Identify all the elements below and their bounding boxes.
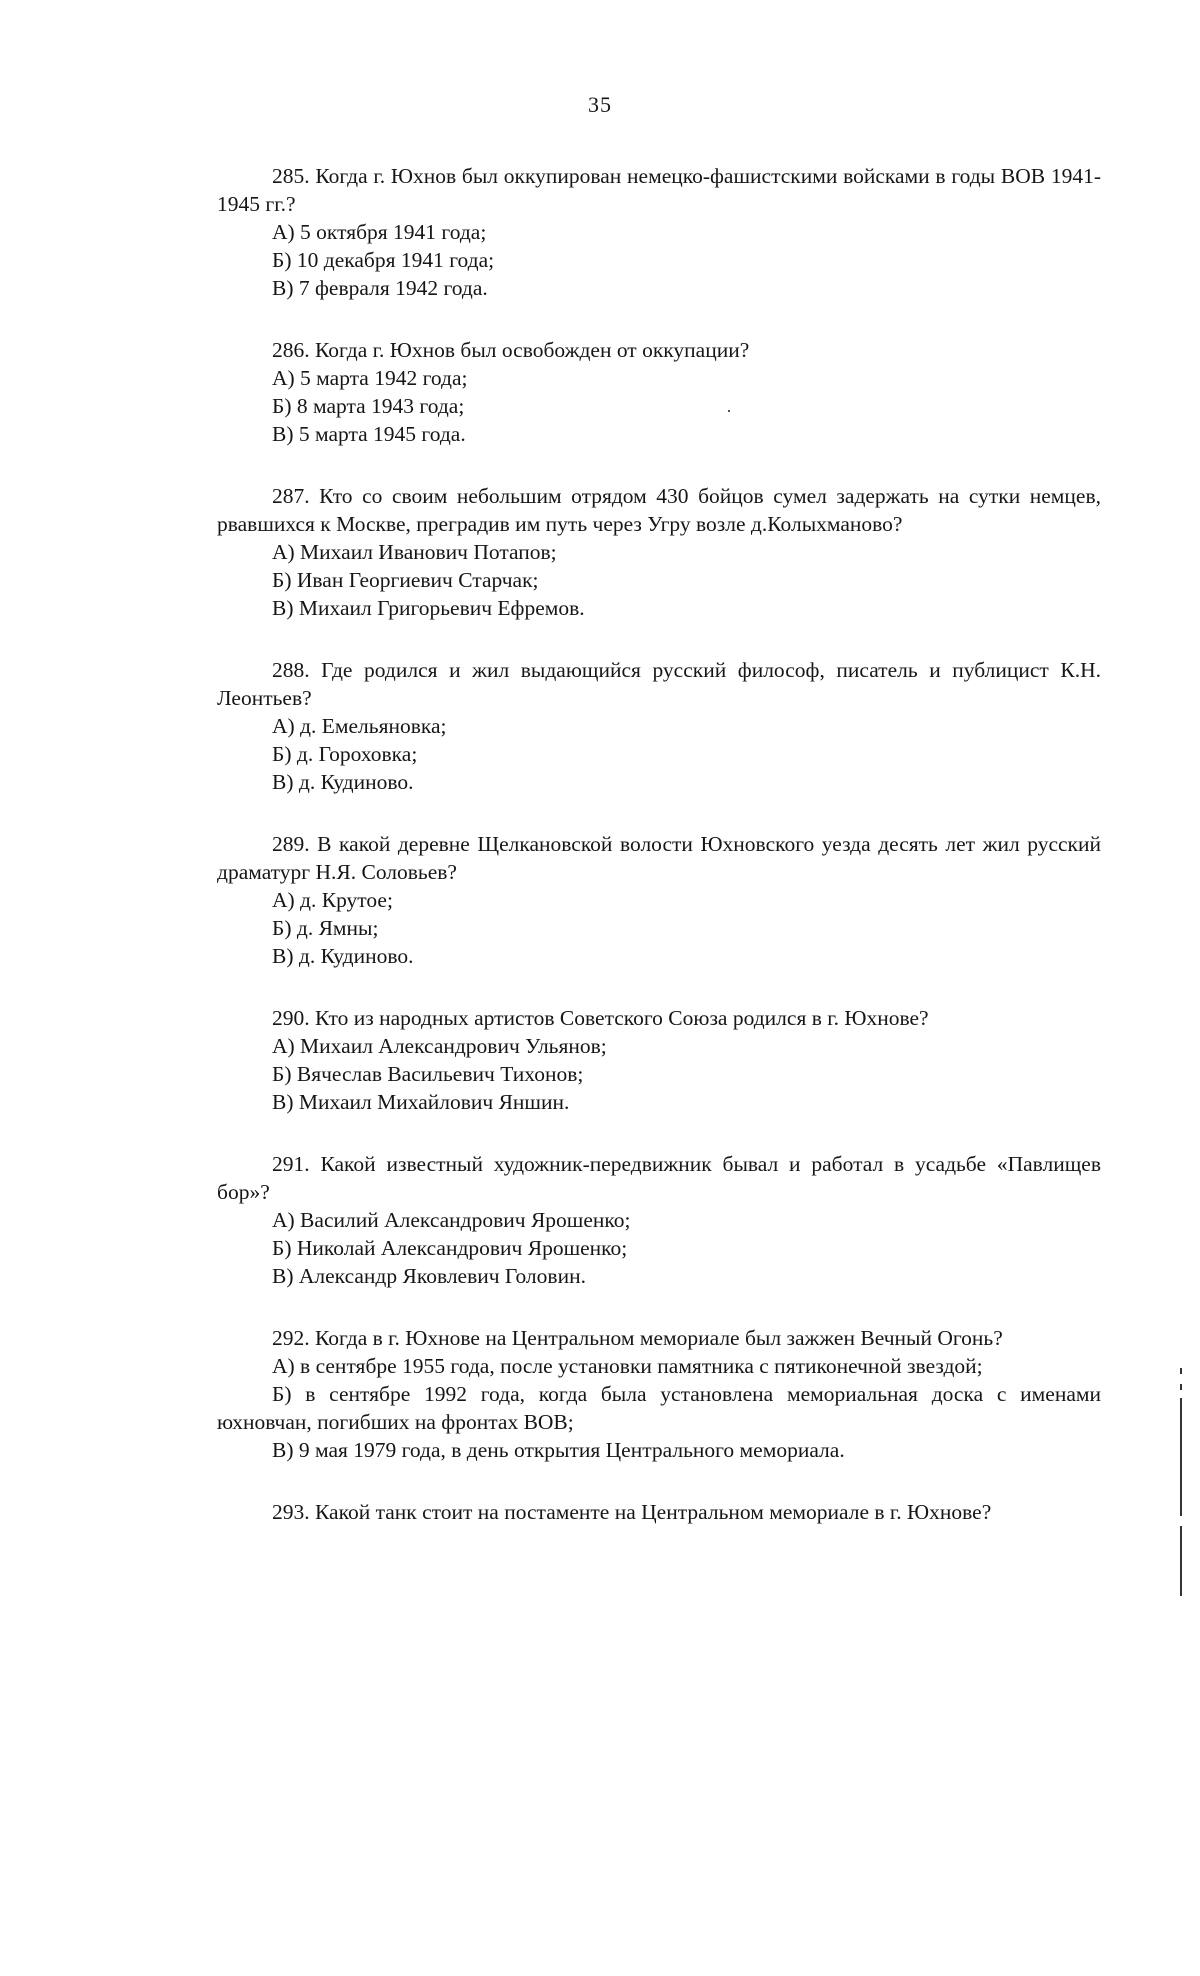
question-text: 290. Кто из народных артистов Советского Союза родился в г. Юхнове?	[272, 1006, 929, 1030]
answer-option-a: А) Михаил Иванович Потапов;	[272, 540, 557, 564]
answer-option-a: А) Михаил Александрович Ульянов;	[272, 1034, 607, 1058]
page-number: 35	[588, 92, 612, 117]
scan-edge-mark	[1180, 1368, 1182, 1374]
answer-option-c: В) д. Кудиново.	[272, 944, 414, 968]
question-293	[217, 1498, 1101, 1526]
question-text: 292. Когда в г. Юхнове на Центральном мемориале был зажжен Вечный Огонь?	[272, 1326, 1003, 1350]
scan-edge-mark	[1180, 1384, 1182, 1390]
answer-option-a: А) Василий Александрович Ярошенко;	[272, 1208, 631, 1232]
answer-option-c: В) Михаил Григорьевич Ефремов.	[272, 596, 585, 620]
answer-option-b: Б) д. Гороховка;	[272, 742, 418, 766]
question-text: 293. Какой танк стоит на постаменте на Центральном мемориале в г. Юхнове?	[272, 1500, 992, 1524]
question-text: 288. Где родился и жил выдающийся русский философ, писатель и публицист К.Н. Леонтьев?	[217, 658, 1101, 710]
answer-option-b: Б) Иван Георгиевич Старчак;	[272, 568, 539, 592]
question-292	[217, 1324, 1101, 1464]
answer-option-b: Б) в сентябре 1992 года, когда была установлена мемориальная доска с именами юхновчан, погибших на фронтах ВОВ;	[217, 1382, 1101, 1434]
question-text: 285. Когда г. Юхнов был оккупирован немецко-фашистскими войсками в годы ВОВ 1941-1945 гг.?	[217, 164, 1101, 216]
question-285	[217, 162, 1101, 302]
answer-option-b: Б) д. Ямны;	[272, 916, 379, 940]
question-286	[217, 336, 1101, 448]
answer-option-a: А) 5 марта 1942 года;	[272, 366, 468, 390]
question-291	[217, 1150, 1101, 1290]
answer-option-c: В) Александр Яковлевич Головин.	[272, 1264, 586, 1288]
answer-option-c: В) 5 марта 1945 года.	[272, 422, 466, 446]
answer-option-b: Б) Николай Александрович Ярошенко;	[272, 1236, 628, 1260]
answer-option-c: В) д. Кудиново.	[272, 770, 414, 794]
answer-option-a: А) в сентябре 1955 года, после установки памятника с пятиконечной звездой;	[272, 1354, 983, 1378]
answer-option-c: В) 7 февраля 1942 года.	[272, 276, 488, 300]
question-290	[217, 1004, 1101, 1116]
question-289	[217, 830, 1101, 970]
scan-edge-mark	[1180, 1526, 1182, 1596]
question-288	[217, 656, 1101, 796]
answer-option-b: Б) 8 марта 1943 года;	[272, 394, 465, 418]
answer-option-a: А) д. Крутое;	[272, 888, 393, 912]
scan-edge-mark	[1180, 1398, 1182, 1516]
answer-option-b: Б) 10 декабря 1941 года;	[272, 248, 495, 272]
scan-speck	[728, 410, 730, 412]
question-list	[217, 162, 1101, 1560]
question-text: 287. Кто со своим небольшим отрядом 430 бойцов сумел задержать на сутки немцев, рвавшихся к Москве, преградив им путь через Угру возле д.Колыхманово?	[217, 484, 1101, 536]
question-text: 289. В какой деревне Щелкановской волости Юхновского уезда десять лет жил русский драматург Н.Я. Соловьев?	[217, 832, 1101, 884]
answer-option-c: В) Михаил Михайлович Яншин.	[272, 1090, 570, 1114]
question-text: 291. Какой известный художник-передвижник бывал и работал в усадьбе «Павлищев бор»?	[217, 1152, 1101, 1204]
answer-option-a: А) 5 октября 1941 года;	[272, 220, 487, 244]
question-287	[217, 482, 1101, 622]
answer-option-a: А) д. Емельяновка;	[272, 714, 447, 738]
answer-option-b: Б) Вячеслав Васильевич Тихонов;	[272, 1062, 584, 1086]
question-text: 286. Когда г. Юхнов был освобожден от оккупации?	[272, 338, 750, 362]
answer-option-c: В) 9 мая 1979 года, в день открытия Центрального мемориала.	[272, 1438, 845, 1462]
